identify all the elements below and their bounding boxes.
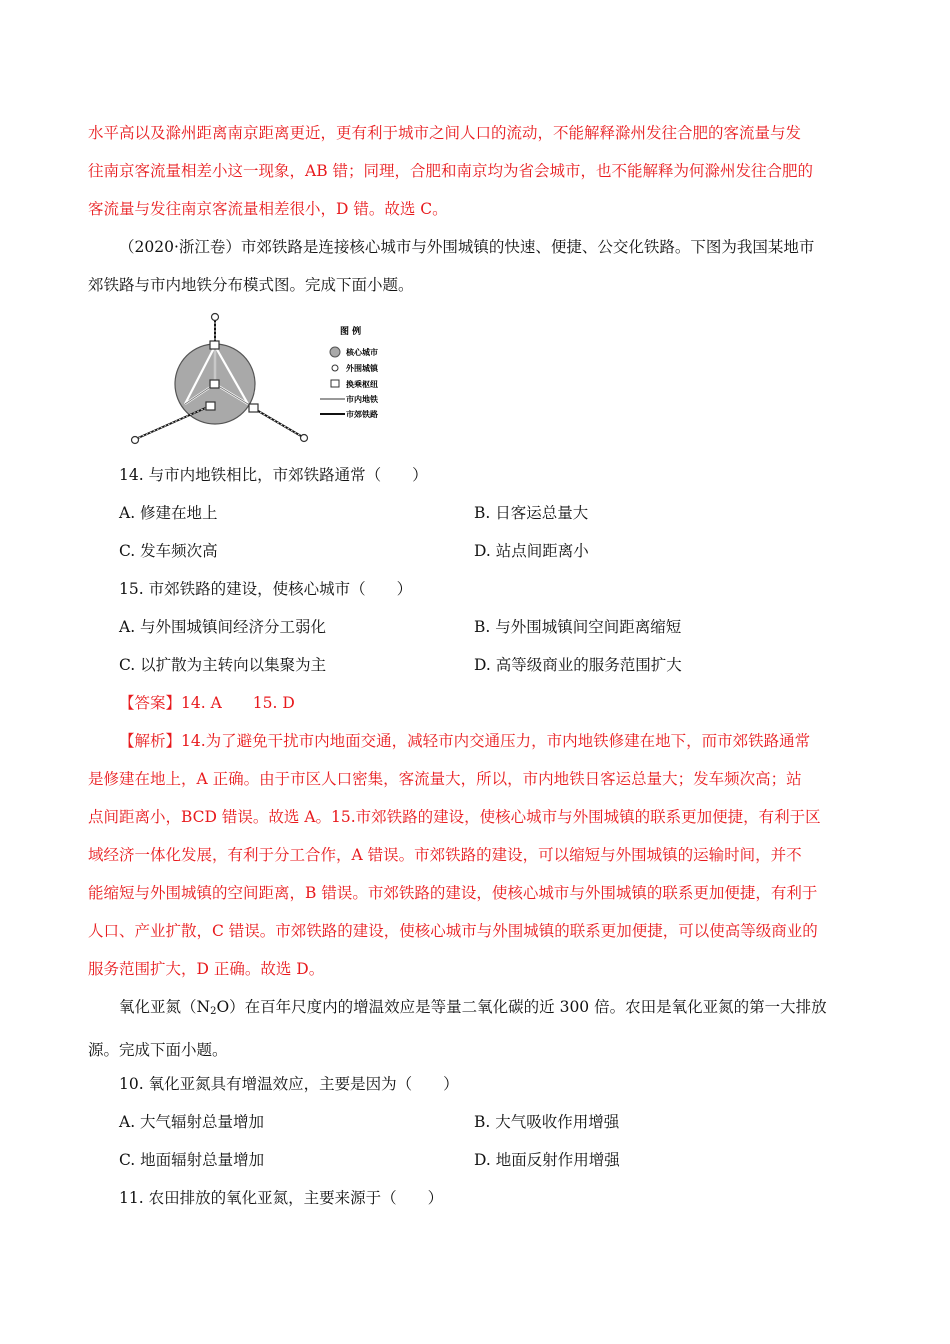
q15-option-b: B. 与外围城镇间空间距离缩短 — [474, 618, 682, 636]
text-line: 人口、产业扩散，C 错误。市郊铁路的建设，使核心城市与外围城镇的联系更加便捷，可以使高等级商业的 — [88, 922, 818, 940]
q15-option-a: A. 与外围城镇间经济分工弱化 — [119, 618, 327, 636]
diagram-svg — [118, 308, 398, 454]
legend-outer-town-symbol — [332, 365, 338, 371]
question-14-stem: 14. 与市内地铁相比，市郊铁路通常（ ） — [119, 466, 428, 484]
q15-option-c: C. 以扩散为主转向以集聚为主 — [119, 656, 327, 674]
text-line: 域经济一体化发展，有利于分工合作，A 错误。市郊铁路的建设，可以缩短与外围城镇的运输时间，并不 — [88, 846, 802, 864]
legend-title: 图 例 — [340, 327, 362, 337]
material-suburban-railway — [88, 228, 864, 304]
text-line — [88, 988, 864, 1031]
text-line: 服务范围扩大，D 正确。故选 D。 — [88, 960, 325, 978]
text-line: 往南京客流量相差小这一现象，AB 错；同理，合肥和南京均为省会城市，也不能解释为何滁州发往合肥的 — [88, 162, 814, 180]
material2-post: O）在百年尺度内的增温效应是等量二氧化碳的近 300 倍。农田是氧化亚氮的第一大排放 — [216, 998, 827, 1016]
q14-option-b: B. 日客运总量大 — [474, 504, 589, 522]
question-11-stem: 11. 农田排放的氧化亚氮，主要来源于（ ） — [119, 1189, 444, 1207]
question-15-stem: 15. 市郊铁路的建设，使核心城市（ ） — [119, 580, 413, 598]
text-line: 客流量与发往南京客流量相差很小，D 错。故选 C。 — [88, 200, 448, 218]
text-line: 水平高以及滁州距离南京距离更近，更有利于城市之间人口的流动，不能解释滁州发往合肥的客流量与发 — [88, 124, 802, 142]
legend-item-outer-town: 外围城镇 — [346, 364, 378, 373]
analysis-paragraph — [88, 722, 864, 988]
text-line: 源。完成下面小题。 — [88, 1041, 228, 1059]
question-10-stem: 10. 氧化亚氮具有增温效应，主要是因为（ ） — [119, 1075, 459, 1093]
text-line: 是修建在地上，A 正确。由于市区人口密集，客流量大，所以，市内地铁日客运总量大；发车频次高；站 — [88, 770, 802, 788]
legend-item-suburban-railway: 市郊铁路 — [346, 410, 378, 419]
q15-option-d: D. 高等级商业的服务范围扩大 — [474, 656, 682, 674]
answer-text: 14. A 15. D — [181, 694, 295, 712]
text-line: 点间距离小，BCD 错误。故选 A。15.市郊铁路的建设，使核心城市与外围城镇的联系更加便捷，有利于区 — [88, 808, 821, 826]
analysis-label: 【解析】 — [119, 732, 182, 750]
answer-line — [119, 691, 295, 715]
legend-transfer-hub-symbol — [331, 380, 339, 387]
material2-pre: 氧化亚氮（N — [119, 998, 211, 1016]
text-line: （2020·浙江卷）市郊铁路是连接核心城市与外围城镇的快速、便捷、公交化铁路。下图为我国某地市 — [119, 238, 815, 256]
q14-option-c: C. 发车频次高 — [119, 542, 218, 560]
legend-item-transfer-hub: 换乘枢纽 — [346, 380, 378, 389]
legend-core-city-symbol — [330, 347, 340, 357]
legend-item-subway: 市内地铁 — [346, 395, 378, 404]
answer-label: 【答案】 — [119, 694, 182, 712]
text-line: 能缩短与外围城镇的空间距离，B 错误。市郊铁路的建设，使核心城市与外围城镇的联系更加便捷，有利于 — [88, 884, 818, 902]
legend-item-core-city: 核心城市 — [346, 348, 378, 357]
q10-option-c: C. 地面辐射总量增加 — [119, 1151, 265, 1169]
legend — [320, 325, 379, 419]
railway-distribution-diagram — [118, 308, 398, 454]
material-nitrous-oxide — [88, 988, 864, 1069]
q14-option-d: D. 站点间距离小 — [474, 542, 589, 560]
text-line — [88, 722, 864, 760]
q10-option-b: B. 大气吸收作用增强 — [474, 1113, 620, 1131]
analysis-first-line: 14.为了避免干扰市内地面交通，减轻市内交通压力，市内地铁修建在地下，而市郊铁路通常 — [181, 732, 811, 750]
material2-sub: 2 — [210, 1006, 217, 1017]
q10-option-d: D. 地面反射作用增强 — [474, 1151, 620, 1169]
q14-option-a: A. 修建在地上 — [119, 504, 218, 522]
previous-analysis-continuation — [88, 114, 864, 228]
q10-option-a: A. 大气辐射总量增加 — [119, 1113, 265, 1131]
text-line: 郊铁路与市内地铁分布模式图。完成下面小题。 — [88, 276, 414, 294]
